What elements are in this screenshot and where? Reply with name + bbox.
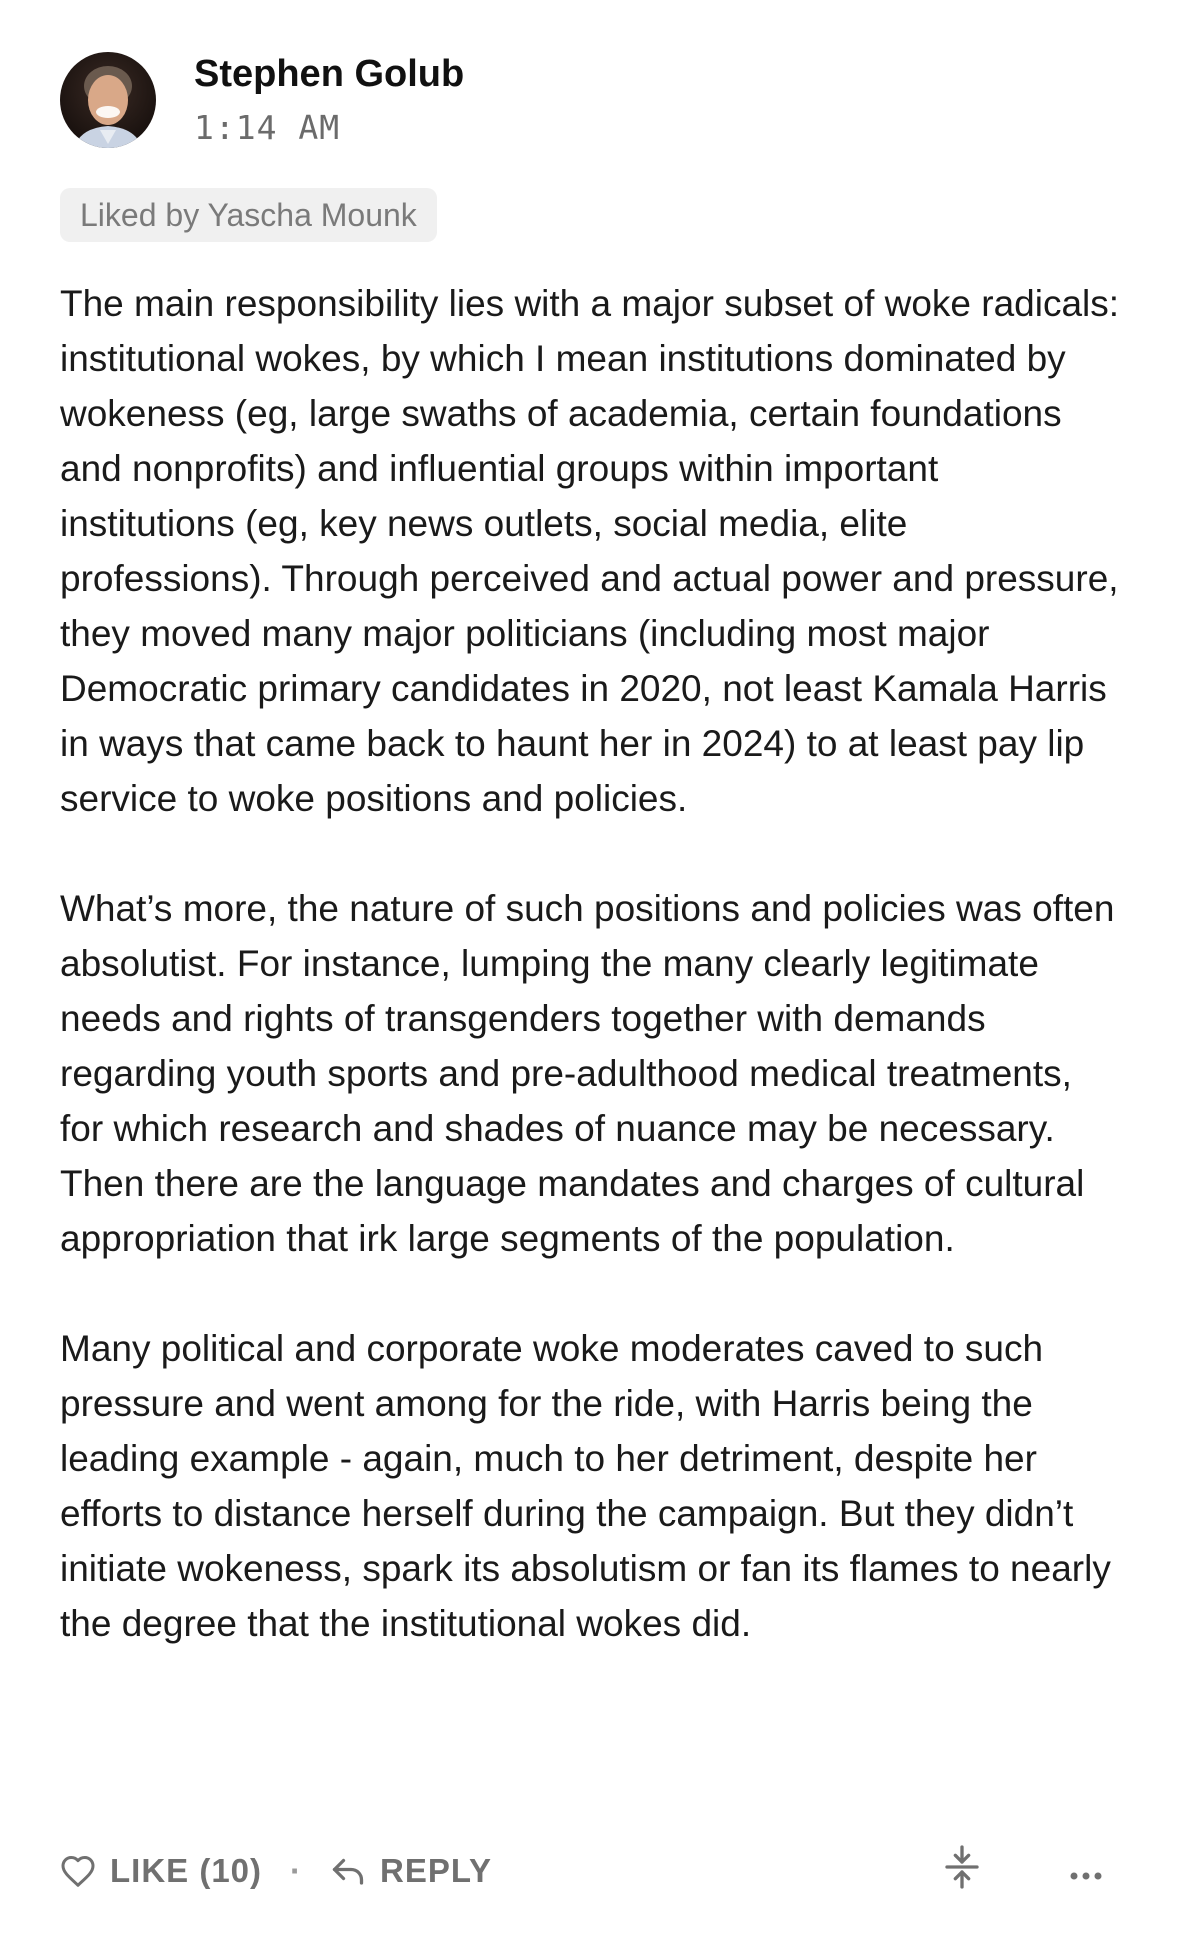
avatar-image bbox=[60, 52, 156, 148]
more-button[interactable] bbox=[1068, 1852, 1104, 1890]
comment-paragraph: What’s more, the nature of such positions and policies was often absolutist. For instance, lumping the many clearly legitimate needs and rights of transgenders together with demands regarding youth sports and pre-adulthood medical treatments, for which research and shades of nuance may be necessary. Then there are the language mandates and charges of cultural appropriation that irk large segments of the population. bbox=[60, 888, 1115, 1259]
timestamp[interactable]: 1:14 AM bbox=[194, 108, 341, 147]
liked-by-badge: Liked by Yascha Mounk bbox=[60, 188, 437, 242]
like-button[interactable] bbox=[60, 1852, 262, 1890]
comment-header bbox=[60, 52, 464, 152]
like-label: LIKE (10) bbox=[110, 1852, 263, 1889]
collapse-icon bbox=[942, 1845, 982, 1897]
reply-button[interactable] bbox=[330, 1852, 492, 1890]
more-horizontal-icon bbox=[1068, 1852, 1104, 1890]
reply-label: REPLY bbox=[380, 1852, 493, 1889]
comment-paragraph: The main responsibility lies with a major subset of woke radicals: institutional wokes, by which I mean institutions dominated by wokeness (eg, large swaths of academia, certain foundations and nonprofits) and influential groups within important institutions (eg, key news outlets, social media, elite professions). Through perceived and actual power and pressure, they moved many major politicians (including most major Democratic primary candidates in 2020, not least Kamala Harris in ways that came back to haunt her in 2024) to at least pay lip service to woke positions and policies. bbox=[60, 283, 1120, 819]
comment-paragraph: Many political and corporate woke moderates caved to such pressure and went among for the ride, with Harris being the leading example - again, much to her detriment, despite her efforts to distance herself during the campaign. But they didn’t initiate wokeness, spark its absolutism or fan its flames to nearly the degree that the institutional wokes did. bbox=[60, 1328, 1111, 1644]
comment-body bbox=[60, 276, 1120, 1651]
author-name[interactable]: Stephen Golub bbox=[194, 53, 465, 95]
comment-meta bbox=[194, 52, 464, 148]
reply-arrow-icon bbox=[330, 1856, 366, 1886]
avatar[interactable] bbox=[60, 52, 156, 148]
collapse-button[interactable] bbox=[942, 1845, 982, 1897]
heart-icon bbox=[60, 1854, 96, 1888]
action-separator: · bbox=[290, 1852, 303, 1889]
comment-actions bbox=[60, 1846, 1104, 1896]
